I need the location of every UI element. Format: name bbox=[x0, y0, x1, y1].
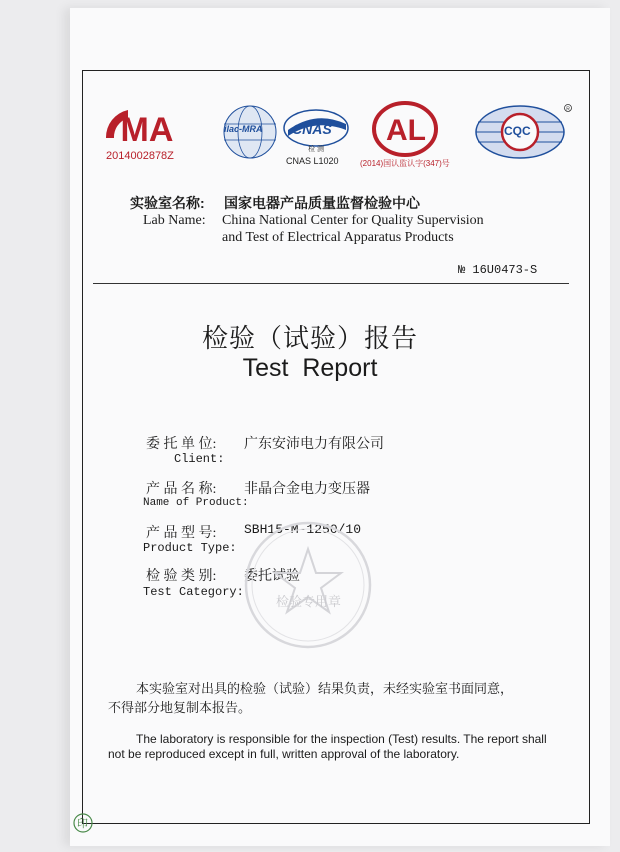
test-category-value: 委托试验 bbox=[244, 569, 300, 584]
test-category-label-cn: 检 验 类 别: bbox=[146, 569, 217, 584]
lab-name-en-line1: China National Center for Quality Supervision bbox=[222, 213, 484, 228]
ilac-cnas-logo bbox=[220, 104, 350, 160]
notice-en-line1: The laboratory is responsible for the inspection (Test) results. The report shall bbox=[136, 732, 547, 746]
client-label-cn: 委 托 单 位: bbox=[146, 437, 217, 452]
report-title-en: Test Report bbox=[242, 354, 378, 382]
header-divider bbox=[93, 283, 569, 284]
cqc-text: CQC bbox=[504, 124, 531, 138]
product-name-label-cn: 产 品 名 称: bbox=[146, 482, 217, 497]
cnas-code: CNAS L1020 bbox=[286, 156, 339, 166]
product-name-value: 非晶合金电力变压器 bbox=[244, 482, 370, 497]
cnas-text: CNAS bbox=[292, 121, 332, 137]
cma-logo-text: MA bbox=[120, 111, 174, 149]
lab-name-cn: 国家电器产品质量监督检验中心 bbox=[224, 195, 420, 211]
cal-logo bbox=[370, 100, 440, 158]
svg-text:R: R bbox=[566, 106, 570, 113]
lab-label-cn: 实验室名称: bbox=[130, 195, 205, 211]
lab-name-en-line2: and Test of Electrical Apparatus Products bbox=[222, 230, 454, 245]
test-category-label-en: Test Category: bbox=[143, 585, 244, 599]
product-type-value: SBH15-M-1250/10 bbox=[244, 522, 362, 537]
print-mark-icon bbox=[72, 812, 94, 839]
client-value: 广东安沛电力有限公司 bbox=[244, 437, 384, 452]
cal-logo-text: AL bbox=[386, 114, 426, 147]
product-type-label-cn: 产 品 型 号: bbox=[146, 526, 217, 541]
product-type-label-en: Product Type: bbox=[143, 541, 237, 555]
print-mark-text: 印 bbox=[77, 818, 88, 830]
seal-text: 检验专用章 bbox=[276, 594, 342, 609]
cnas-sub: 检 测 bbox=[308, 146, 324, 153]
embossed-seal bbox=[238, 515, 378, 655]
cal-number: (2014)国认监认字(347)号 bbox=[360, 159, 450, 168]
notice-en-line2: not be reproduced except in full, written approval of the laboratory. bbox=[108, 747, 460, 761]
ilac-mra-text: ilac-MRA bbox=[224, 124, 263, 134]
notice-cn-line1: 本实验室对出具的检验（试验）结果负责，未经实验室书面同意， bbox=[136, 681, 514, 696]
lab-label-en: Lab Name: bbox=[143, 213, 206, 228]
cma-number: 2014002878Z bbox=[106, 150, 174, 162]
notice-cn-line2: 不得部分地复制本报告。 bbox=[108, 700, 252, 715]
client-label-en: Client: bbox=[174, 452, 225, 466]
cqc-logo bbox=[470, 100, 574, 162]
report-number: № 16U0473-S bbox=[458, 263, 538, 277]
product-name-label-en: Name of Product: bbox=[143, 497, 249, 509]
report-title-cn: 检验（试验）报告 bbox=[201, 324, 418, 353]
